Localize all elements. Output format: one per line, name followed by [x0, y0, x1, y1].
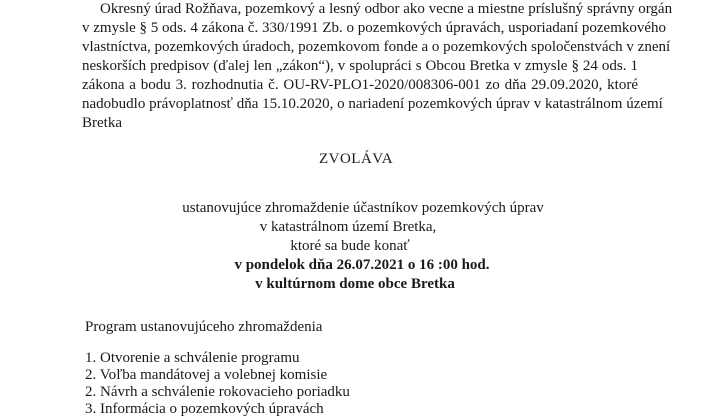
convene-line: ustanovujúce zhromaždenie účastníkov pozemkových úprav [182, 200, 544, 216]
agenda-item: 2. Voľba mandátovej a volebnej komisie [85, 367, 328, 383]
convene-block [0, 199, 720, 294]
intro-line: Bretka [82, 115, 122, 131]
convene-line: ktoré sa bude konať [290, 238, 410, 254]
agenda-list [85, 350, 350, 418]
intro-line: vlastníctva, pozemkových úradoch, pozemkovom fonde a o pozemkových spoločenstvách v znení [82, 39, 671, 55]
agenda-item: 2. Návrh a schválenie rokovacieho poriadku [85, 384, 350, 400]
convene-line: v katastrálnom území Bretka, [259, 219, 437, 235]
intro-line: nadobudlo právoplatnosť dňa 15.10.2020, o nariadení pozemkových úprav v katastrálnom území [82, 96, 663, 112]
intro-paragraph [82, 0, 673, 133]
intro-line: neskorších predpisov (ďalej len „zákon“), v spolupráci s Obcou Bretka v zmysle § 24 ods. 1 [82, 58, 638, 74]
agenda-item: 1. Otvorenie a schválenie programu [85, 350, 300, 366]
intro-line: zákona a bodu 3. rozhodnutia č. OU-RV-PLO1-2020/008306-001 zo dňa 29.09.2020, ktoré [82, 77, 638, 93]
meeting-date: v pondelok dňa 26.07.2021 o 16 :00 hod. [234, 257, 490, 273]
program-title: Program ustanovujúceho zhromaždenia [85, 319, 323, 335]
heading-text: ZVOLÁVA [318, 151, 394, 167]
convenes-heading [0, 150, 720, 169]
intro-line: v zmysle § 5 ods. 4 zákona č. 330/1991 Zb. o pozemkových úpravách, usporiadaní pozemkového [82, 20, 667, 36]
intro-line: Okresný úrad Rožňava, pozemkový a lesný odbor ako vecne a miestne príslušný správny orgán [100, 1, 673, 17]
agenda-item: 3. Informácia o pozemkových úpravách [85, 401, 324, 417]
meeting-place: v kultúrnom dome obce Bretka [255, 276, 455, 292]
